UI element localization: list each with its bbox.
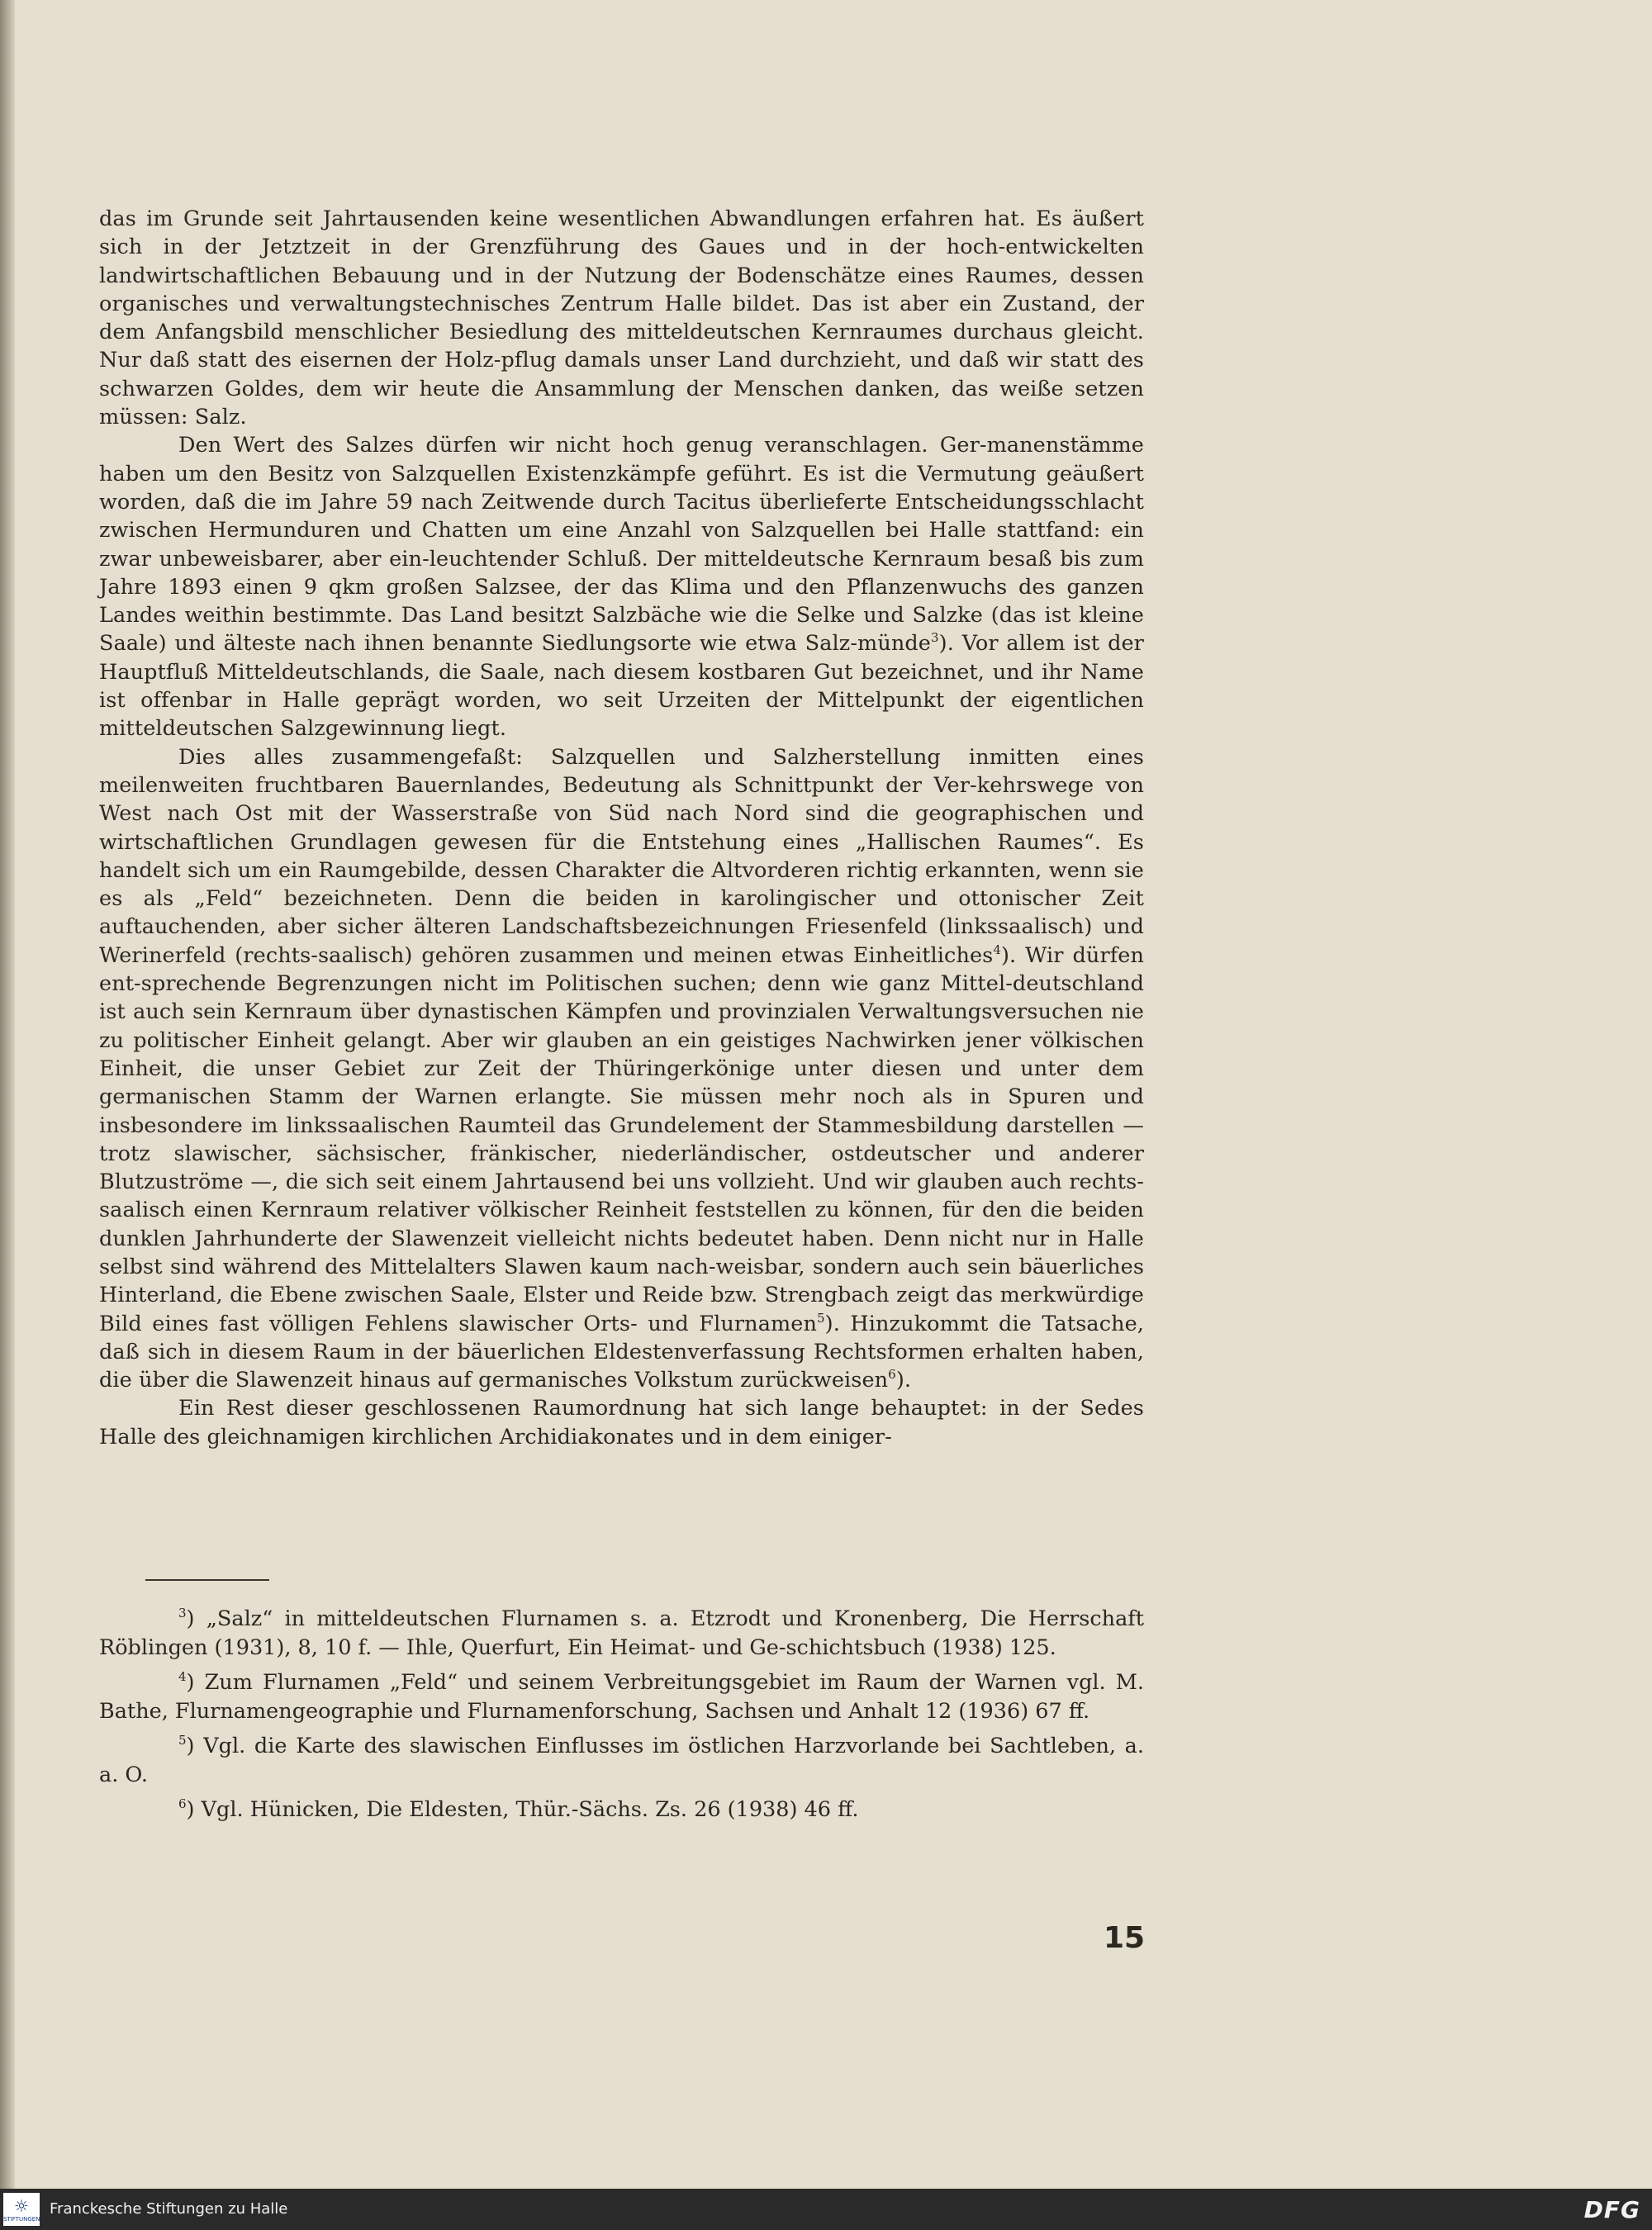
paragraph-3-text-cont: ). Wir dürfen ent-sprechende Begrenzungen nicht im Politischen suchen; denn wie ganz Mittel-deutschland ist auch sein Kernraum über dynastischen Kämpfen und provinzialen Verwaltungsversuchen nie zu politischer Einheit gelangt. Aber wir glauben an ein geistiges Nachwirken jener völkischen Einheit, die unser Gebiet zur Zeit der Thüringerkönige unter diesen und unter dem germanischen Stamm der Warnen erlangte. Sie müssen mehr noch als in Spuren und insbesondere im linkssaalischen Raumteil das Grundelement der Stammesbildung darstellen — trotz slawischer, sächsischer, fränkischer, niederländischer, ostdeutscher und anderer Blutzuströme —, die sich seit einem Jahrtausend bei uns vollzieht. Und wir glauben auch rechts-saalisch einen Kernraum relativer völkischer Reinheit feststellen zu können, für den die beiden dunklen Jahrhunderte der Slawenzeit vielleicht nichts bedeutet haben. Denn nicht nur in Halle selbst sind während des Mittelalters Slawen kaum nach-weisbar, sondern auch sein bäuerliches Hinterland, die Ebene zwischen Saale, Elster und Reide bzw. Strengbach zeigt das merkwürdige Bild eines fast völligen Fehlens slawischer Orts- und Flurnamen (99, 942, 1144, 1336)
viewer-footer (0, 2189, 1652, 2230)
institution-logo[interactable] (3, 2193, 40, 2226)
body-text (99, 205, 1144, 1451)
footnote-5: $^5$) Vgl. die Karte des slawischen Einflusses im östlichen Harzvorlande bei Sachtleben, a. a. O. (99, 1733, 1144, 1787)
footnote-text: Vgl. die Karte des slawischen Einflusses im östlichen Harzvorlande bei Sachtleben, a. a. O. (99, 1734, 1144, 1787)
institution-name[interactable]: Franckesche Stiftungen zu Halle (50, 2200, 288, 2218)
footnote-text: „Salz“ in mitteldeutschen Flurnamen s. a. Etzrodt und Kronenberg, Die Herrschaft Röblingen (1931), 8, 10 f. — Ihle, Querfurt, Ein Heimat- und Ge-schichtsbuch (1938) 125. (99, 1606, 1144, 1660)
paragraph-2-text: Den Wert des Salzes dürfen wir nicht hoch genug veranschlagen. Ger-manenstämme haben um den Besitz von Salzquellen Existenzkämpfe geführt. Es ist die Vermutung geäußert worden, daß die im Jahre 59 nach Zeitwende durch Tacitus überlieferte Entscheidungsschlacht zwischen Hermunduren und Chatten um eine Anzahl von Salzquellen bei Halle stattfand: ein zwar unbeweisbarer, aber ein-leuchtender Schluß. Der mitteldeutsche Kernraum besaß bis zum Jahre 1893 einen 9 qkm großen Salzsee, der das Klima und den Pflanzenwuchs des ganzen Landes weithin bestimmte. Das Land besitzt Salzbäche wie die Selke und Salzke (das ist kleine Saale) und älteste nach ihnen benannte Siedlungsorte wie etwa Salz-münde (99, 433, 1144, 657)
paragraph-4: Ein Rest dieser geschlossenen Raumordnung hat sich lange behauptet: in der Sedes Halle des gleichnamigen kirchlichen Archidiakonates und in dem einiger- (99, 1396, 1144, 1450)
footnote-separator (145, 1579, 269, 1581)
dfg-logo[interactable]: DFG (1583, 2196, 1640, 2223)
footnotes (99, 1605, 1144, 1830)
footnote-mark: 4 (178, 1669, 187, 1684)
paragraph-2-text-cont: ). Vor allem ist der Hauptfluß Mitteldeutschlands, die Saale, nach diesem kostbaren Gut bezeichnet, und ihr Name ist offenbar in Halle geprägt worden, wo seit Urzeiten der Mittelpunkt der eigentlichen mitteldeutschen Salzgewinnung liegt. (99, 631, 1144, 742)
paragraph-3-text-end: ). (895, 1368, 912, 1393)
footnote-ref-4[interactable]: 4 (993, 942, 1001, 957)
footnote-text: Zum Flurnamen „Feld“ und seinem Verbreitungsgebiet im Raum der Warnen vgl. M. Bathe, Flurnamengeographie und Flurnamenforschung, Sachsen und Anhalt 12 (1936) 67 ff. (99, 1670, 1144, 1724)
footnote-ref-3[interactable]: 3 (930, 630, 939, 646)
paragraph-1: das im Grunde seit Jahrtausenden keine wesentlichen Abwandlungen erfahren hat. Es äußert sich in der Jetztzeit in der Grenzführung des Gaues und in der hoch-entwickelten landwirtschaftlichen Bebauung und in der Nutzung der Bodenschätze eines Raumes, dessen organisches und verwaltungstechnisches Zentrum Halle bildet. Das ist aber ein Zustand, der dem Anfangsbild menschlicher Besiedlung des mitteldeutschen Kernraumes durchaus gleicht. Nur daß statt des eisernen der Holz-pflug damals unser Land durchzieht, und daß wir statt des schwarzen Goldes, dem wir heute die Ansammlung der Menschen danken, das weiße setzen müssen: Salz. (99, 206, 1144, 430)
paragraph-2 (99, 431, 1144, 743)
logo-caption: STIFTUNGEN (3, 2216, 40, 2223)
paragraph-3-text: Dies alles zusammengefaßt: Salzquellen und Salzherstellung inmitten eines meilenweiten fruchtbaren Bauernlandes, Bedeutung als Schnittpunkt der Ver-kehrswege von West nach Ost mit der Wasserstraße von Süd nach Nord sind die geographischen und wirtschaftlichen Grundlagen gewesen für die Entstehung eines „Hallischen Raumes“. Es handelt sich um ein Raumgebilde, dessen Charakter die Altvorderen richtig erkannten, wenn sie es als „Feld“ bezeichneten. Denn die beiden in karolingischer und ottonischer Zeit auftauchenden, aber sicher älteren Landschaftsbezeichnungen Friesenfeld (linkssaalisch) und Werinerfeld (rechts-saalisch) gehören zusammen und meinen etwas Einheitliches (99, 744, 1144, 968)
footnote-3: $^3$) „Salz“ in mitteldeutschen Flurnamen s. a. Etzrodt und Kronenberg, Die Herrschaft Röblingen (1931), 8, 10 f. — Ihle, Querfurt, Ein Heimat- und Ge-schichtsbuch (1938) 125. (99, 1606, 1144, 1660)
franckesche-stiftungen-seal-icon: ☼ (14, 2196, 29, 2216)
paragraph-3 (99, 743, 1144, 1395)
paragraph-3-text-cont-2: ). Hinzukommt die Tatsache, daß sich in diesem Raum in der bäuerlichen Eldestenverfassung Rechtsformen erhalten haben, die über die Slawenzeit hinaus auf germanisches Volkstum zurückweisen (99, 1311, 1144, 1393)
footnote-mark: 6 (178, 1796, 187, 1811)
page-gutter (0, 0, 15, 2189)
footnote-4: $^4$) Zum Flurnamen „Feld“ und seinem Verbreitungsgebiet im Raum der Warnen vgl. M. Bathe, Flurnamengeographie und Flurnamenforschung, Sachsen und Anhalt 12 (1936) 67 ff. (99, 1669, 1144, 1724)
page-number: 15 (1104, 1921, 1146, 1955)
footnote-ref-5[interactable]: 5 (817, 1310, 825, 1326)
footnote-ref-6[interactable]: 6 (888, 1367, 896, 1383)
footnote-text: Vgl. Hünicken, Die Eldesten, Thür.-Sächs. Zs. 26 (1938) 46 ff. (201, 1797, 859, 1822)
footnote-mark: 3 (178, 1606, 187, 1620)
footnote-mark: 5 (178, 1733, 187, 1748)
footnote-6: $^6$) Vgl. Hünicken, Die Eldesten, Thür.-Sächs. Zs. 26 (1938) 46 ff. (178, 1796, 859, 1822)
